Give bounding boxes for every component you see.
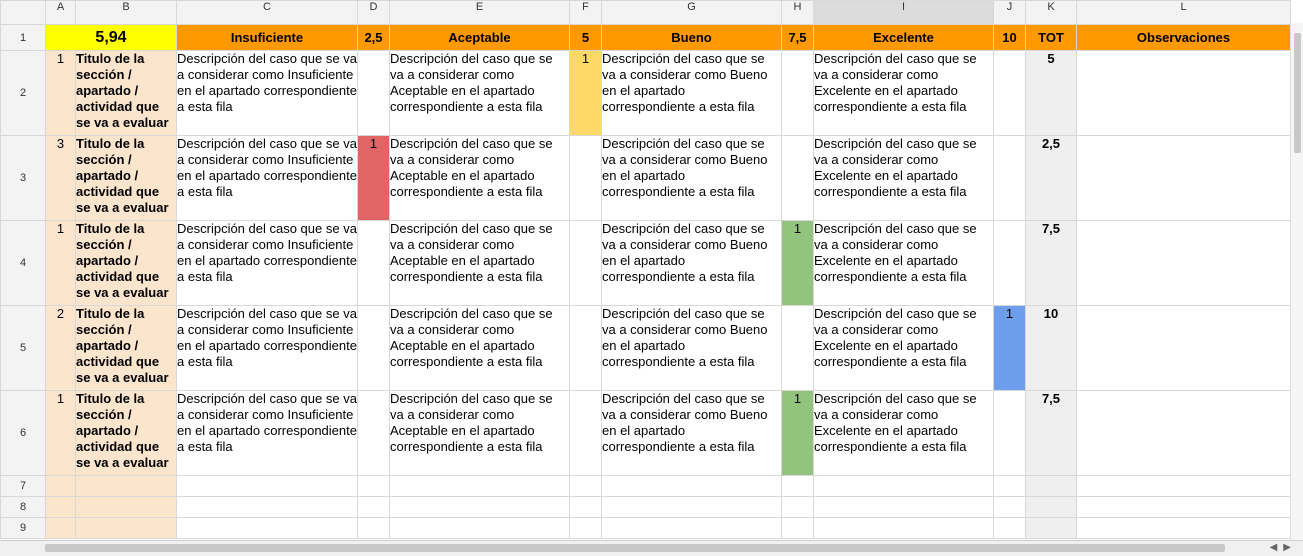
excelente-description-cell[interactable]: Descripción del caso que se va a considerar como Excelente en el apartado correspondiente a esta fila	[814, 391, 994, 476]
empty-cell[interactable]	[570, 518, 602, 539]
score-cell[interactable]: 5,94	[46, 25, 177, 51]
empty-cell[interactable]	[177, 518, 358, 539]
empty-cell[interactable]	[1077, 476, 1291, 497]
insuficiente-description-cell[interactable]: Descripción del caso que se va a considerar como Insuficiente en el apartado correspondiente a esta fila	[177, 221, 358, 306]
table-row	[1, 221, 1291, 306]
empty-cell[interactable]	[358, 497, 390, 518]
aceptable-description-cell[interactable]: Descripción del caso que se va a considerar como Aceptable en el apartado correspondiente a esta fila	[390, 51, 570, 136]
empty-cell[interactable]	[358, 518, 390, 539]
empty-cell[interactable]	[46, 518, 76, 539]
scroll-left-icon[interactable]: ◀	[1269, 542, 1284, 553]
empty-cell[interactable]	[1077, 497, 1291, 518]
empty-cell[interactable]	[602, 497, 782, 518]
excelente-description-cell[interactable]: Descripción del caso que se va a considerar como Excelente en el apartado correspondiente a esta fila	[814, 306, 994, 391]
excelente-mark-cell[interactable]	[994, 51, 1026, 136]
bueno-mark-cell[interactable]: 1	[782, 221, 814, 306]
excelente-mark-cell[interactable]	[994, 221, 1026, 306]
bueno-mark-cell[interactable]	[782, 306, 814, 391]
aceptable-mark-cell[interactable]	[570, 136, 602, 221]
header-aceptable[interactable]: Aceptable	[390, 25, 570, 51]
empty-cell[interactable]	[1026, 518, 1077, 539]
header-weight-bueno[interactable]: 7,5	[782, 25, 814, 51]
insuficiente-description-cell[interactable]: Descripción del caso que se va a considerar como Insuficiente en el apartado correspondiente a esta fila	[177, 136, 358, 221]
empty-cell[interactable]	[814, 476, 994, 497]
empty-cell[interactable]	[814, 497, 994, 518]
column-header-g[interactable]: G	[602, 1, 782, 25]
table-row	[1, 51, 1291, 136]
row-id-cell[interactable]: 1	[46, 51, 76, 136]
row-header-7[interactable]: 7	[1, 476, 46, 497]
empty-cell[interactable]	[782, 518, 814, 539]
tot-cell[interactable]: 7,5	[1026, 221, 1077, 306]
insuficiente-description-cell[interactable]: Descripción del caso que se va a considerar como Insuficiente en el apartado correspondiente a esta fila	[177, 391, 358, 476]
observaciones-cell[interactable]	[1077, 391, 1291, 476]
empty-cell[interactable]	[76, 476, 177, 497]
vertical-scroll-thumb[interactable]	[1294, 33, 1301, 153]
table-row	[1, 136, 1291, 221]
excelente-description-cell[interactable]: Descripción del caso que se va a considerar como Excelente en el apartado correspondiente a esta fila	[814, 51, 994, 136]
horizontal-scroll-thumb[interactable]	[45, 544, 1225, 552]
header-insuficiente[interactable]: Insuficiente	[177, 25, 358, 51]
tot-cell[interactable]: 10	[1026, 306, 1077, 391]
insuficiente-mark-cell[interactable]	[358, 221, 390, 306]
row-header-6[interactable]: 6	[1, 391, 46, 476]
empty-cell[interactable]	[570, 497, 602, 518]
vertical-scrollbar[interactable]	[1290, 23, 1303, 540]
column-header-l[interactable]: L	[1077, 1, 1291, 25]
row-header-1[interactable]: 1	[1, 25, 46, 51]
aceptable-mark-cell[interactable]	[570, 391, 602, 476]
observaciones-cell[interactable]	[1077, 51, 1291, 136]
empty-cell[interactable]	[390, 518, 570, 539]
row-header-9[interactable]: 9	[1, 518, 46, 539]
empty-cell[interactable]	[602, 518, 782, 539]
row-title-cell[interactable]: Titulo de la sección / apartado / actividad que se va a evaluar	[76, 306, 177, 391]
empty-cell[interactable]	[994, 518, 1026, 539]
column-header-k[interactable]: K	[1026, 1, 1077, 25]
header-row	[1, 25, 1291, 51]
aceptable-mark-cell[interactable]	[570, 221, 602, 306]
empty-cell[interactable]	[76, 518, 177, 539]
bueno-description-cell[interactable]: Descripción del caso que se va a considerar como Bueno en el apartado correspondiente a esta fila	[602, 136, 782, 221]
aceptable-description-cell[interactable]: Descripción del caso que se va a considerar como Aceptable en el apartado correspondiente a esta fila	[390, 221, 570, 306]
tot-cell[interactable]: 2,5	[1026, 136, 1077, 221]
horizontal-scrollbar[interactable]	[0, 540, 1303, 556]
header-bueno[interactable]: Bueno	[602, 25, 782, 51]
header-tot[interactable]: TOT	[1026, 25, 1077, 51]
empty-cell[interactable]	[814, 518, 994, 539]
column-header-d[interactable]: D	[358, 1, 390, 25]
column-header-c[interactable]: C	[177, 1, 358, 25]
insuficiente-mark-cell[interactable]	[358, 306, 390, 391]
table-row	[1, 497, 1291, 518]
aceptable-description-cell[interactable]: Descripción del caso que se va a considerar como Aceptable en el apartado correspondiente a esta fila	[390, 391, 570, 476]
row-title-cell[interactable]: Titulo de la sección / apartado / actividad que se va a evaluar	[76, 51, 177, 136]
empty-cell[interactable]	[994, 476, 1026, 497]
empty-cell[interactable]	[782, 476, 814, 497]
row-id-cell[interactable]: 1	[46, 391, 76, 476]
empty-cell[interactable]	[1077, 518, 1291, 539]
bueno-mark-cell[interactable]	[782, 51, 814, 136]
empty-cell[interactable]	[390, 497, 570, 518]
empty-cell[interactable]	[602, 476, 782, 497]
bueno-description-cell[interactable]: Descripción del caso que se va a considerar como Bueno en el apartado correspondiente a esta fila	[602, 391, 782, 476]
aceptable-description-cell[interactable]: Descripción del caso que se va a considerar como Aceptable en el apartado correspondiente a esta fila	[390, 306, 570, 391]
bueno-mark-cell[interactable]	[782, 136, 814, 221]
empty-cell[interactable]	[177, 476, 358, 497]
insuficiente-description-cell[interactable]: Descripción del caso que se va a considerar como Insuficiente en el apartado correspondiente a esta fila	[177, 306, 358, 391]
bueno-description-cell[interactable]: Descripción del caso que se va a considerar como Bueno en el apartado correspondiente a esta fila	[602, 221, 782, 306]
header-excelente[interactable]: Excelente	[814, 25, 994, 51]
row-header-5[interactable]: 5	[1, 306, 46, 391]
select-all-corner[interactable]	[1, 1, 46, 25]
empty-cell[interactable]	[46, 476, 76, 497]
excelente-mark-cell[interactable]: 1	[994, 306, 1026, 391]
insuficiente-mark-cell[interactable]	[358, 391, 390, 476]
column-header-f[interactable]: F	[570, 1, 602, 25]
excelente-mark-cell[interactable]	[994, 391, 1026, 476]
header-observaciones[interactable]: Observaciones	[1077, 25, 1291, 51]
row-title-cell[interactable]: Titulo de la sección / apartado / actividad que se va a evaluar	[76, 221, 177, 306]
tot-cell[interactable]: 7,5	[1026, 391, 1077, 476]
empty-cell[interactable]	[1026, 476, 1077, 497]
empty-cell[interactable]	[1026, 497, 1077, 518]
row-title-cell[interactable]: Titulo de la sección / apartado / actividad que se va a evaluar	[76, 136, 177, 221]
empty-cell[interactable]	[358, 476, 390, 497]
empty-cell[interactable]	[570, 476, 602, 497]
row-header-8[interactable]: 8	[1, 497, 46, 518]
insuficiente-mark-cell[interactable]	[358, 51, 390, 136]
tot-cell[interactable]: 5	[1026, 51, 1077, 136]
empty-cell[interactable]	[76, 497, 177, 518]
empty-cell[interactable]	[994, 497, 1026, 518]
table-row	[1, 306, 1291, 391]
column-header-row	[1, 1, 1291, 25]
scroll-arrows[interactable]	[1270, 542, 1297, 553]
bueno-description-cell[interactable]: Descripción del caso que se va a considerar como Bueno en el apartado correspondiente a esta fila	[602, 51, 782, 136]
empty-cell[interactable]	[782, 497, 814, 518]
header-weight-excelente[interactable]: 10	[994, 25, 1026, 51]
row-header-3[interactable]: 3	[1, 136, 46, 221]
aceptable-mark-cell[interactable]	[570, 306, 602, 391]
row-id-cell[interactable]: 3	[46, 136, 76, 221]
column-header-h[interactable]: H	[782, 1, 814, 25]
row-id-cell[interactable]: 1	[46, 221, 76, 306]
table-row	[1, 476, 1291, 497]
excelente-mark-cell[interactable]	[994, 136, 1026, 221]
observaciones-cell[interactable]	[1077, 221, 1291, 306]
bueno-description-cell[interactable]: Descripción del caso que se va a considerar como Bueno en el apartado correspondiente a esta fila	[602, 306, 782, 391]
row-header-2[interactable]: 2	[1, 51, 46, 136]
observaciones-cell[interactable]	[1077, 136, 1291, 221]
column-header-e[interactable]: E	[390, 1, 570, 25]
header-weight-aceptable[interactable]: 5	[570, 25, 602, 51]
observaciones-cell[interactable]	[1077, 306, 1291, 391]
empty-cell[interactable]	[46, 497, 76, 518]
empty-cell[interactable]	[390, 476, 570, 497]
excelente-description-cell[interactable]: Descripción del caso que se va a considerar como Excelente en el apartado correspondiente a esta fila	[814, 136, 994, 221]
insuficiente-description-cell[interactable]: Descripción del caso que se va a considerar como Insuficiente en el apartado correspondiente a esta fila	[177, 51, 358, 136]
scroll-right-icon[interactable]: ▶	[1283, 542, 1297, 553]
bueno-mark-cell[interactable]: 1	[782, 391, 814, 476]
empty-cell[interactable]	[177, 497, 358, 518]
aceptable-mark-cell[interactable]: 1	[570, 51, 602, 136]
column-header-j[interactable]: J	[994, 1, 1026, 25]
row-title-cell[interactable]: Titulo de la sección / apartado / actividad que se va a evaluar	[76, 391, 177, 476]
aceptable-description-cell[interactable]: Descripción del caso que se va a considerar como Aceptable en el apartado correspondiente a esta fila	[390, 136, 570, 221]
column-header-a[interactable]: A	[46, 1, 76, 25]
table-row	[1, 391, 1291, 476]
excelente-description-cell[interactable]: Descripción del caso que se va a considerar como Excelente en el apartado correspondiente a esta fila	[814, 221, 994, 306]
row-header-4[interactable]: 4	[1, 221, 46, 306]
column-header-i[interactable]: I	[814, 1, 994, 25]
table-row	[1, 518, 1291, 539]
column-header-b[interactable]: B	[76, 1, 177, 25]
header-weight-insuficiente[interactable]: 2,5	[358, 25, 390, 51]
insuficiente-mark-cell[interactable]: 1	[358, 136, 390, 221]
row-id-cell[interactable]: 2	[46, 306, 76, 391]
